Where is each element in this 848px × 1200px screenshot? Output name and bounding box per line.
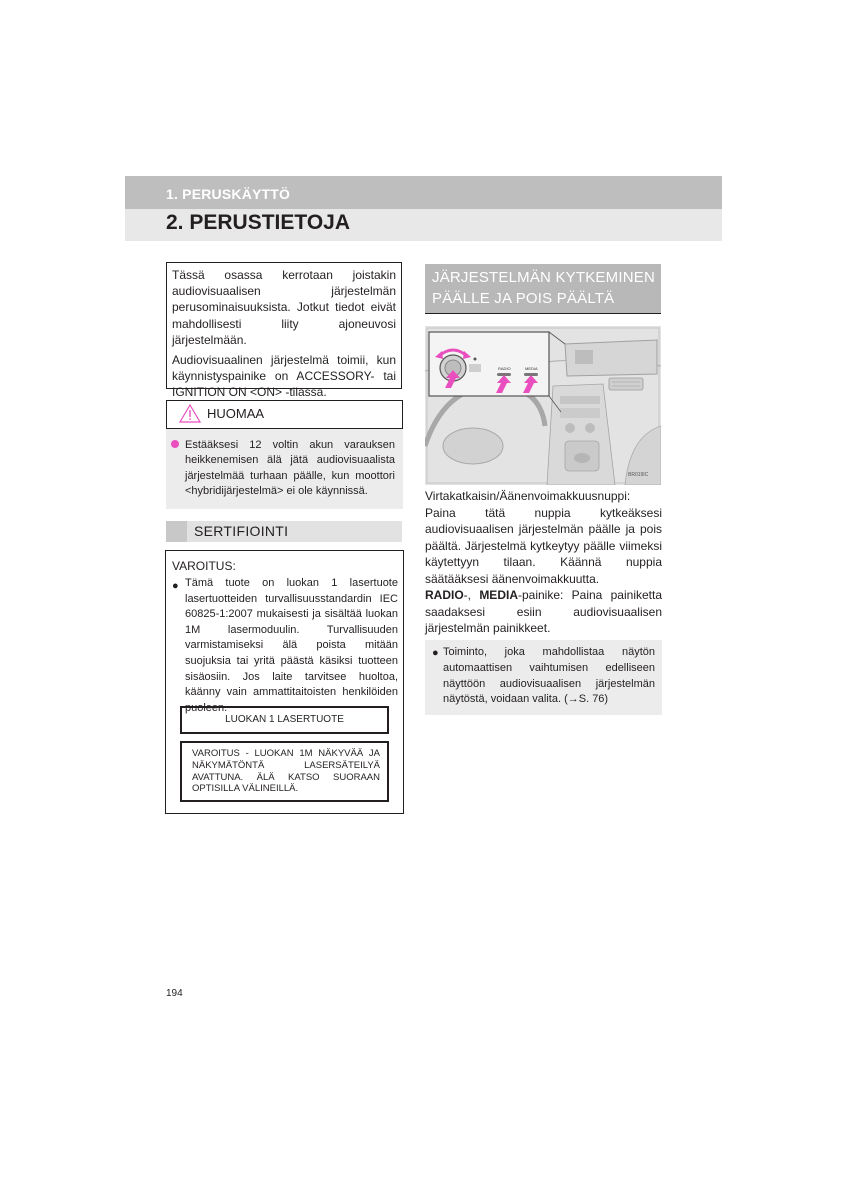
notice-header: [166, 400, 403, 429]
knob-title: Virtakatkaisin/Äänenvoimakkuusnuppi:: [425, 489, 631, 503]
section-title: 1. PERUSKÄYTTÖ: [166, 186, 291, 202]
info-box: [425, 640, 662, 715]
buttons-text: -painike: Paina painiketta saadaksesi esiin audiovisuaalisen järjestelmän painikkeet.: [425, 588, 662, 635]
power-heading-line-1: JÄRJESTELMÄN KYTKEMINEN: [432, 269, 655, 286]
svg-text:MEDIA: MEDIA: [525, 366, 538, 371]
key-separator: -,: [463, 588, 480, 602]
power-heading: [425, 264, 661, 314]
info-text: Toiminto, joka mahdollistaa näytön automaattisen vaihtumisen edelliseen näyttöön audiovisuaalisen järjestelmän näytöstä, voidaan valita. (→S. 76): [443, 646, 655, 706]
intro-box: [166, 262, 402, 400]
buttons-paragraph: [425, 587, 662, 637]
bullet-icon: ●: [432, 647, 439, 659]
certification-header: [166, 521, 402, 542]
laser-class-label: LUOKAN 1 LASERTUOTE: [180, 706, 389, 734]
dashboard-illustration: [425, 326, 661, 485]
svg-text:RADIO: RADIO: [498, 366, 511, 371]
radio-key: RADIO: [425, 588, 464, 602]
notice-body: [166, 429, 403, 509]
certification-label: SERTIFIOINTI: [194, 523, 289, 539]
power-body: [425, 488, 662, 637]
power-heading-line-2: PÄÄLLE JA POIS PÄÄLTÄ: [432, 290, 615, 307]
media-key: MEDIA: [479, 588, 518, 602]
header-square-icon: [166, 521, 187, 542]
page-number: 194: [166, 988, 183, 999]
intro-paragraph-1: Tässä osassa kerrotaan joistakin audiovisuaalisen järjestelmän perusominaisuuksista. Jotkut tiedot eivät mahdollisesti liity ajoneuvosi järjestelmään.: [172, 268, 396, 347]
image-code: BR019IC: [628, 472, 649, 478]
laser-warning-label: [180, 741, 389, 802]
warning-triangle-icon: [179, 404, 201, 423]
certification-warning-box: [165, 550, 404, 814]
laser-warning-text: VAROITUS - LUOKAN 1M NÄKYVÄÄ JA NÄKYMÄTÖNTÄ LASERSÄTEILYÄ AVATTUNA. ÄLÄ KATSO SUORAAN OPTISILLA VÄLINEILLÄ.: [192, 748, 380, 795]
bullet-icon: [171, 440, 179, 448]
notice-label: HUOMAA: [207, 406, 265, 421]
warning-title: VAROITUS:: [172, 559, 236, 573]
chapter-title: 2. PERUSTIETOJA: [166, 211, 350, 234]
notice-text: Estääksesi 12 voltin akun varauksen heikkenemisen älä jätä audiovisuaalista järjestelmää turhaan päälle, kun moottori <hybridijärjestelmä> ei ole käynnissä.: [185, 439, 395, 497]
knob-text: Paina tätä nuppia kytkeäksesi audiovisuaalisen järjestelmän päälle ja pois päältä. Järjestelmä kytkeytyy päälle viimeksi käytettyyn tilaan. Käännä nuppia säätääksesi äänenvoimakkuutta.: [425, 505, 662, 586]
bullet-icon: ●: [172, 580, 179, 592]
intro-paragraph-2: Audiovisuaalinen järjestelmä toimii, kun käynnistyspainike on ACCESSORY- tai IGNITION ON <ON> -tilassa.: [172, 353, 396, 400]
warning-text: Tämä tuote on luokan 1 lasertuote lasertuotteiden turvallisuusstandardin IEC 60825-1:2007 mukaisesti ja sisältää luokan 1M lasermoduulin. Turvallisuuden varmistamiseksi älä poista mitään suojuksia tai yritä päästä käsiksi tuotteen sisäosiin. Jos laite tarvitsee huoltoa, käänny vain ammattitaitoisten henkilöiden puoleen.: [185, 577, 398, 714]
